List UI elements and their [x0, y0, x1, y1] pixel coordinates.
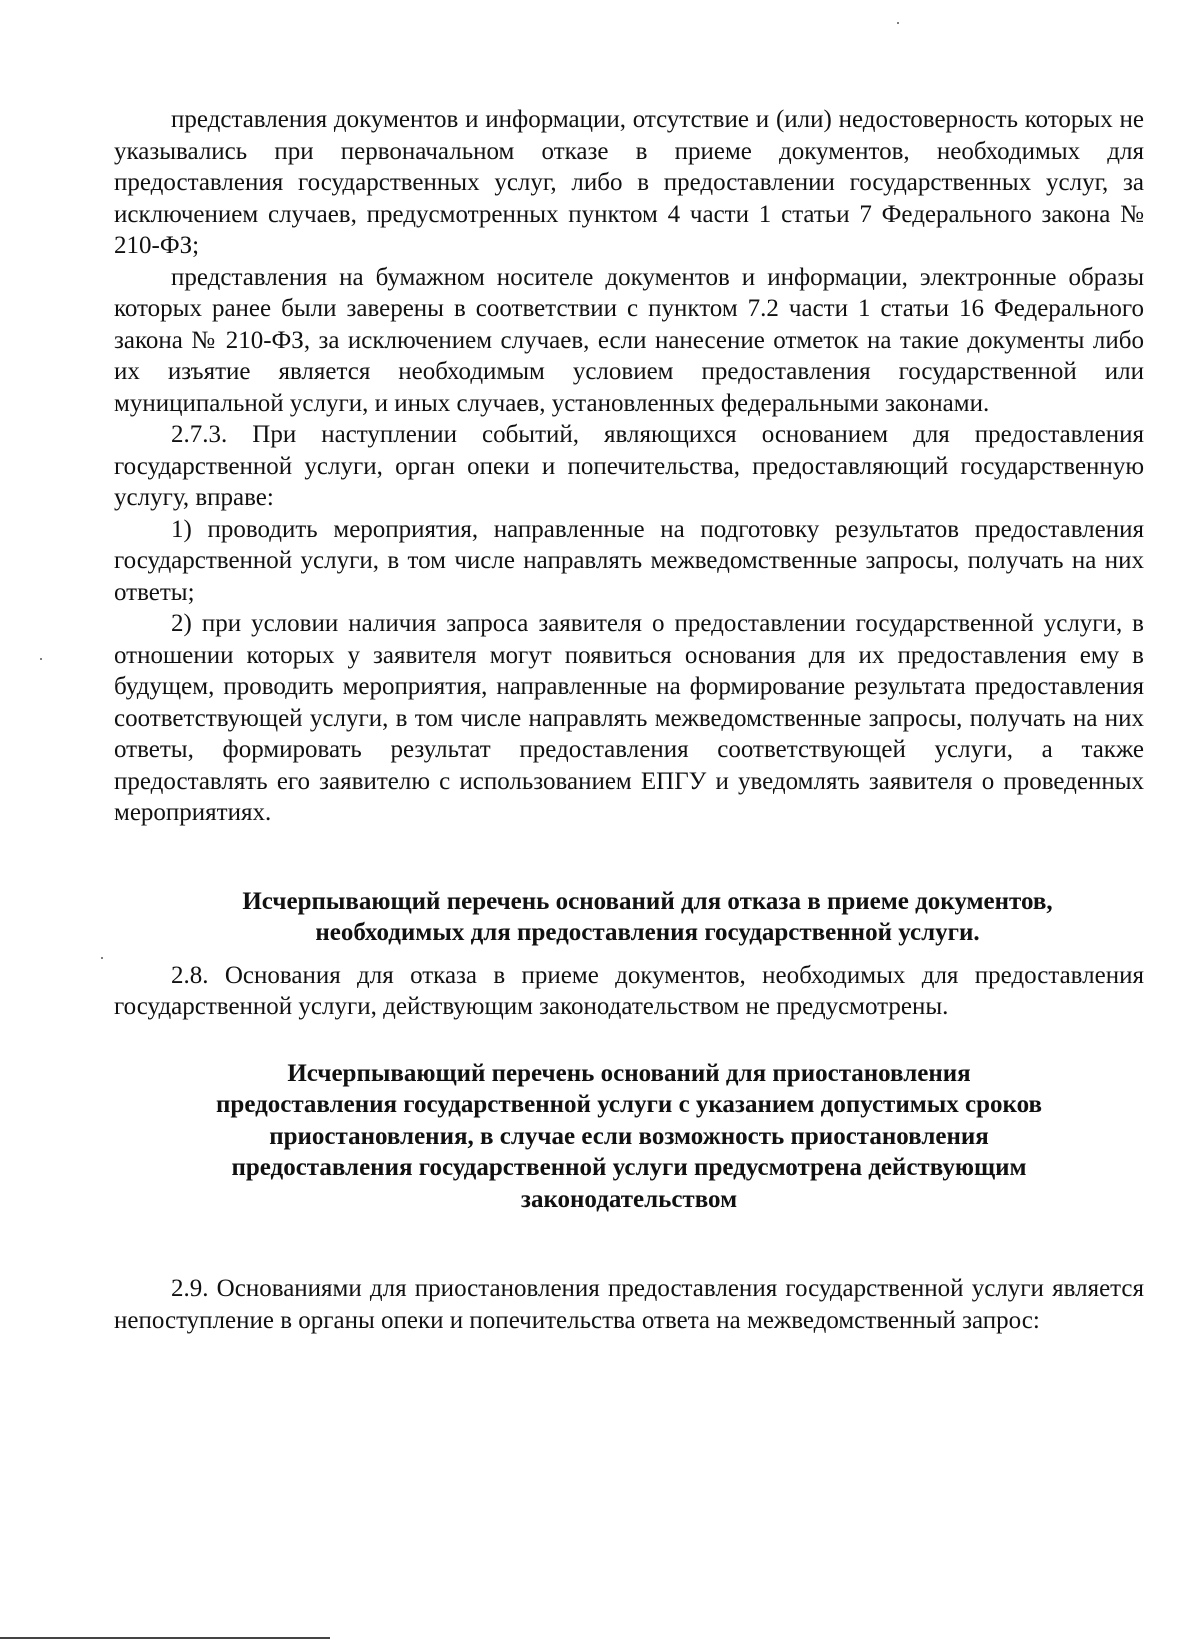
paragraph-paper-carrier: представления на бумажном носителе документов и информации, электронные образы которых ранее были заверены в соответствии с пунктом 7.2 части 1 статьи 16 Федерального закона № 210-ФЗ, за исключением случаев, если нанесение отметок на такие документы либо их изъятие является необходимым условием предоставления государственной или муниципальной услуги, и иных случаев, установленных федеральными законами.	[114, 263, 1144, 417]
scan-speck	[101, 957, 103, 959]
heading-refusal-grounds: Исчерпывающий перечень оснований для отказа в приеме документов, необходимых для предоставления государственной услуги.	[242, 887, 1053, 946]
paragraph-2-9: 2.9. Основаниями для приостановления предоставления государственной услуги является непоступление в органы опеки и попечительства ответа на межведомственный запрос:	[114, 1275, 1144, 1334]
paragraph-documents-info: представления документов и информации, отсутствие и (или) недостоверность которых не указывались при первоначальном отказе в приеме документов, необходимых для предоставления государственных услуг, либо в предоставлении государственных услуг, за исключением случаев, предусмотренных пунктом 4 части 1 статьи 7 Федерального закона № 210-ФЗ;	[114, 106, 1144, 259]
heading-suspension-grounds: Исчерпывающий перечень оснований для приостановления предоставления государственной услуги с указанием допустимых сроков приостановления, в случае если возможность приостановления предоставления государственной услуги предусмотрена действующим законодательством	[216, 1059, 1042, 1213]
document-body	[114, 104, 1144, 1336]
paragraph-item-2: 2) при условии наличия запроса заявителя о предоставлении государственной услуги, в отношении которых у заявителя могут появиться основания для их предоставления ему в будущем, проводить мероприятия, направленные на формирование результата предоставления соответствующей услуги, в том числе направлять межведомственные запросы, получать на них ответы, формировать результат предоставления соответствующей услуги, а также предоставлять его заявителю с использованием ЕПГУ и уведомлять заявителя о проведенных мероприятиях.	[114, 610, 1144, 826]
scan-speck	[897, 22, 899, 24]
paragraph-item-1: 1) проводить мероприятия, направленные на подготовку результатов предоставления государственной услуги, в том числе направлять межведомственные запросы, получать на них ответы;	[114, 515, 1144, 606]
scan-edge-line	[0, 1637, 330, 1639]
section-spacer	[114, 1215, 1144, 1273]
scan-speck	[40, 658, 42, 660]
paragraph-2-7-3: 2.7.3. При наступлении событий, являющихся основанием для предоставления государственной услуги, орган опеки и попечительства, предоставляющий государственную услугу, вправе:	[114, 421, 1144, 511]
paragraph-2-8: 2.8. Основания для отказа в приеме документов, необходимых для предоставления государственной услуги, действующим законодательством не предусмотрены.	[114, 961, 1144, 1020]
